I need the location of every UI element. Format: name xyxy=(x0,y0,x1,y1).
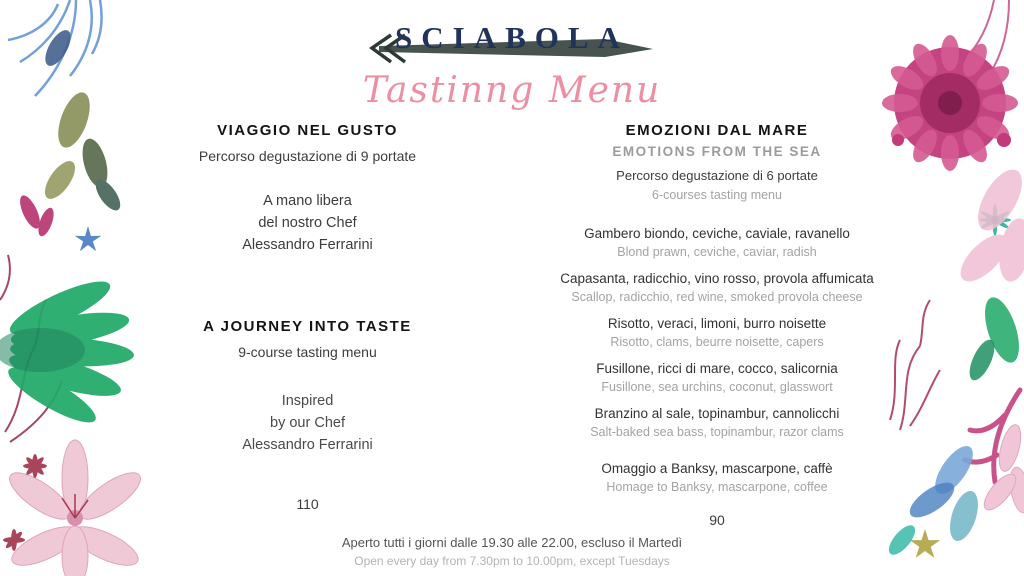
blue-starfish-icon xyxy=(75,226,102,251)
course-item xyxy=(537,461,897,494)
chef-line: Alessandro Ferrarini xyxy=(242,237,373,253)
course-name-italian: Omaggio a Banksy, mascarpone, caffè xyxy=(601,461,833,476)
right-subtitle-english: 6-courses tasting menu xyxy=(652,188,782,202)
header xyxy=(0,16,1024,111)
course-name-italian: Fusillone, ricci di mare, cocco, salicornia xyxy=(596,361,838,376)
chef-line: by our Chef xyxy=(270,415,345,431)
course-item xyxy=(537,316,897,349)
right-menu-column xyxy=(537,122,897,528)
course-item xyxy=(537,406,897,439)
course-name-english: Blond prawn, ceviche, caviar, radish xyxy=(617,245,817,259)
maroon-coral-icon xyxy=(0,255,62,442)
brand-name: SCIABOLA xyxy=(395,20,629,55)
right-title-italian: EMOZIONI DAL MARE xyxy=(625,122,809,139)
chef-line: Inspired xyxy=(281,393,334,409)
left-title-english: A JOURNEY INTO TASTE xyxy=(203,318,412,335)
left-chef-block-italian xyxy=(150,190,465,256)
left-menu-column xyxy=(150,122,465,512)
course-name-english: Homage to Banksy, mascarpone, coffee xyxy=(606,480,828,494)
course-item xyxy=(537,271,897,304)
magenta-coral-icon xyxy=(965,390,1020,482)
right-menu-price: 90 xyxy=(709,512,725,528)
opening-hours-italian: Aperto tutti i giorni dalle 19.30 alle 22.00, escluso il Martedì xyxy=(341,535,683,550)
course-name-english: Fusillone, sea urchins, coconut, glasswort xyxy=(601,380,833,394)
chef-line: A mano libera xyxy=(263,193,352,209)
opening-hours-english: Open every day from 7.30pm to 10.00pm, except Tuesdays xyxy=(354,554,670,568)
brand-logo xyxy=(395,16,629,60)
course-item xyxy=(537,226,897,259)
course-name-italian: Capasanta, radicchio, vino rosso, provola affumicata xyxy=(560,271,874,286)
menu-tagline: Tastinng Menu xyxy=(362,70,662,111)
left-subtitle-english: 9-course tasting menu xyxy=(238,344,377,360)
course-name-english: Scallop, radicchio, red wine, smoked provola cheese xyxy=(571,290,863,304)
left-title-italian: VIAGGIO NEL GUSTO xyxy=(217,122,398,139)
course-name-italian: Branzino al sale, topinambur, cannolicchi xyxy=(594,406,840,421)
right-title-english: EMOTIONS FROM THE SEA xyxy=(612,144,822,159)
opening-hours xyxy=(0,535,1024,568)
course-list xyxy=(537,226,897,494)
course-item xyxy=(537,361,897,394)
course-name-italian: Gambero biondo, ceviche, caviale, ravanello xyxy=(584,226,850,241)
pink-petals-icon xyxy=(953,163,1024,290)
course-name-italian: Risotto, veraci, limoni, burro noisette xyxy=(607,316,827,331)
chef-line: del nostro Chef xyxy=(258,215,357,231)
maroon-coral-right-icon xyxy=(890,300,940,430)
chef-line: Alessandro Ferrarini xyxy=(242,437,373,453)
right-subtitle-italian: Percorso degustazione di 6 portate xyxy=(616,168,818,183)
left-menu-price: 110 xyxy=(296,496,319,512)
green-fan-leaf-icon xyxy=(0,272,135,431)
blue-leaves-icon xyxy=(904,440,983,544)
course-name-english: Risotto, clams, beurre noisette, capers xyxy=(610,335,824,349)
magenta-leaves-icon xyxy=(16,193,57,238)
left-chef-block-english xyxy=(150,390,465,456)
teal-star-flower-icon xyxy=(979,204,1011,236)
left-subtitle-italian: Percorso degustazione di 9 portate xyxy=(198,148,417,164)
small-pink-flower-icon xyxy=(979,422,1024,514)
green-leaf-icon xyxy=(965,293,1024,383)
course-name-english: Salt-baked sea bass, topinambur, razor clams xyxy=(590,425,844,439)
